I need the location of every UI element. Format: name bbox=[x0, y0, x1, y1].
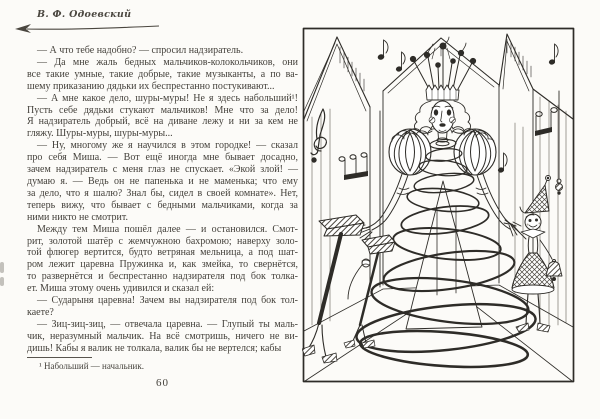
binding-mark bbox=[0, 277, 4, 286]
hair-curls bbox=[414, 101, 432, 133]
collar bbox=[521, 229, 545, 238]
text-line: теперь вижу, что бывает с бедными мальчиками, когда за bbox=[27, 199, 298, 211]
page-number: 60 bbox=[156, 377, 169, 389]
text-line: каете? bbox=[27, 306, 54, 318]
text-line: Пусть себе дядьки стукают мальчиков! Мне что за дело! bbox=[27, 104, 298, 116]
text-line: дишь! Кабы я валик не толкала, валик бы не вертелся; кабы bbox=[27, 342, 282, 354]
text-line: ет. Миша этому очень удивился и сказал ей: bbox=[27, 283, 215, 295]
princess-arm-left bbox=[356, 174, 409, 240]
treble-clef-icon bbox=[311, 109, 326, 162]
text-line: — Ну, многому же я научился в этом городке! — сказал bbox=[37, 140, 298, 152]
arrow-underline-icon bbox=[13, 21, 163, 35]
text-line: шему приказанию дядьки их беспрестанно постукивают... bbox=[27, 80, 275, 92]
crown-of-pins bbox=[410, 37, 475, 100]
shoe bbox=[516, 323, 529, 332]
puff-sleeve-right bbox=[454, 129, 496, 175]
text-line: ром лежит царевна Пружинка и, как змейка, то свернётся, bbox=[27, 259, 298, 271]
text-line: Между тем Миша пошёл далее — и остановился. Смот- bbox=[37, 223, 298, 235]
boy-arm-bell bbox=[540, 240, 552, 259]
eighth-note-icon bbox=[378, 40, 388, 60]
text-line: — А мне какое дело, шуры-муры! Не я здесь набольший¹! bbox=[37, 92, 298, 104]
binding-mark bbox=[0, 262, 4, 273]
text-line: зачем надзиратель с меня глаз не спускает. «Экой злой! — bbox=[27, 164, 298, 176]
text-line: — Сударыня царевна! Зачем вы надзирателя под бок тол- bbox=[37, 295, 298, 307]
puff-sleeve-left bbox=[389, 129, 431, 175]
author-name: В. Ф. Одоевский bbox=[37, 9, 132, 20]
beamed-notes-icon bbox=[339, 153, 368, 180]
text-line: про себя Миша. — Вот ещё иногда мне бывает досадно, bbox=[27, 152, 298, 164]
running-head bbox=[0, 0, 180, 40]
body-text bbox=[27, 45, 298, 355]
text-line: все такие умные, такие добрые, такие музыканты, а по ва- bbox=[27, 68, 298, 80]
eighth-note-icon bbox=[396, 52, 405, 72]
text-line: думаю я. — Ведь он не папенька и не маменька; что ему bbox=[27, 175, 298, 187]
text-line: за дело, что я шалю? Знал бы, сидел в своей комнате». Нет, bbox=[27, 187, 298, 199]
hand-bell bbox=[546, 262, 562, 277]
text-line: гляжу. Шуры-муры, шуры-муры... bbox=[27, 128, 173, 140]
text-line: Я надзиратель добрый, всё на диване лежу и ни за кем не bbox=[27, 116, 298, 128]
hammer-uncles bbox=[302, 215, 395, 363]
text-line: то развернётся и беспрестанно надзирателя под бок толка- bbox=[27, 271, 298, 283]
princess-arm-right bbox=[476, 174, 521, 236]
shoe bbox=[537, 323, 550, 332]
illustration-princess-pruzhinka bbox=[302, 27, 576, 385]
text-line: ними никто не смотрит. bbox=[27, 211, 128, 223]
text-line: — А что тебе надобно? — спросил надзиратель. bbox=[37, 45, 244, 56]
eighth-note-icon bbox=[549, 44, 558, 65]
footnote: ¹ Набольший — начальник. bbox=[39, 361, 144, 371]
text-line: той флюгер вертится, будто ветряная мельница, а под шат- bbox=[27, 247, 298, 259]
princess-face bbox=[429, 101, 456, 133]
shoe bbox=[322, 353, 337, 363]
text-line: — Да мне жаль бедных мальчиков-колокольчиков, они bbox=[37, 56, 298, 68]
cone-hat bbox=[525, 185, 549, 213]
text-line: чик, неразумный мальчик. На всё смотришь, ничего не ви- bbox=[27, 330, 298, 342]
footnote-separator bbox=[27, 357, 92, 358]
text-line: — Зиц-зиц-зиц, — отвечала царевна. — Глупый ты маль- bbox=[37, 318, 298, 330]
text-line: рит, золотой шатёр с жемчужною бахромою; наверху золо- bbox=[27, 235, 298, 247]
beamed-notes-icon bbox=[535, 108, 557, 136]
